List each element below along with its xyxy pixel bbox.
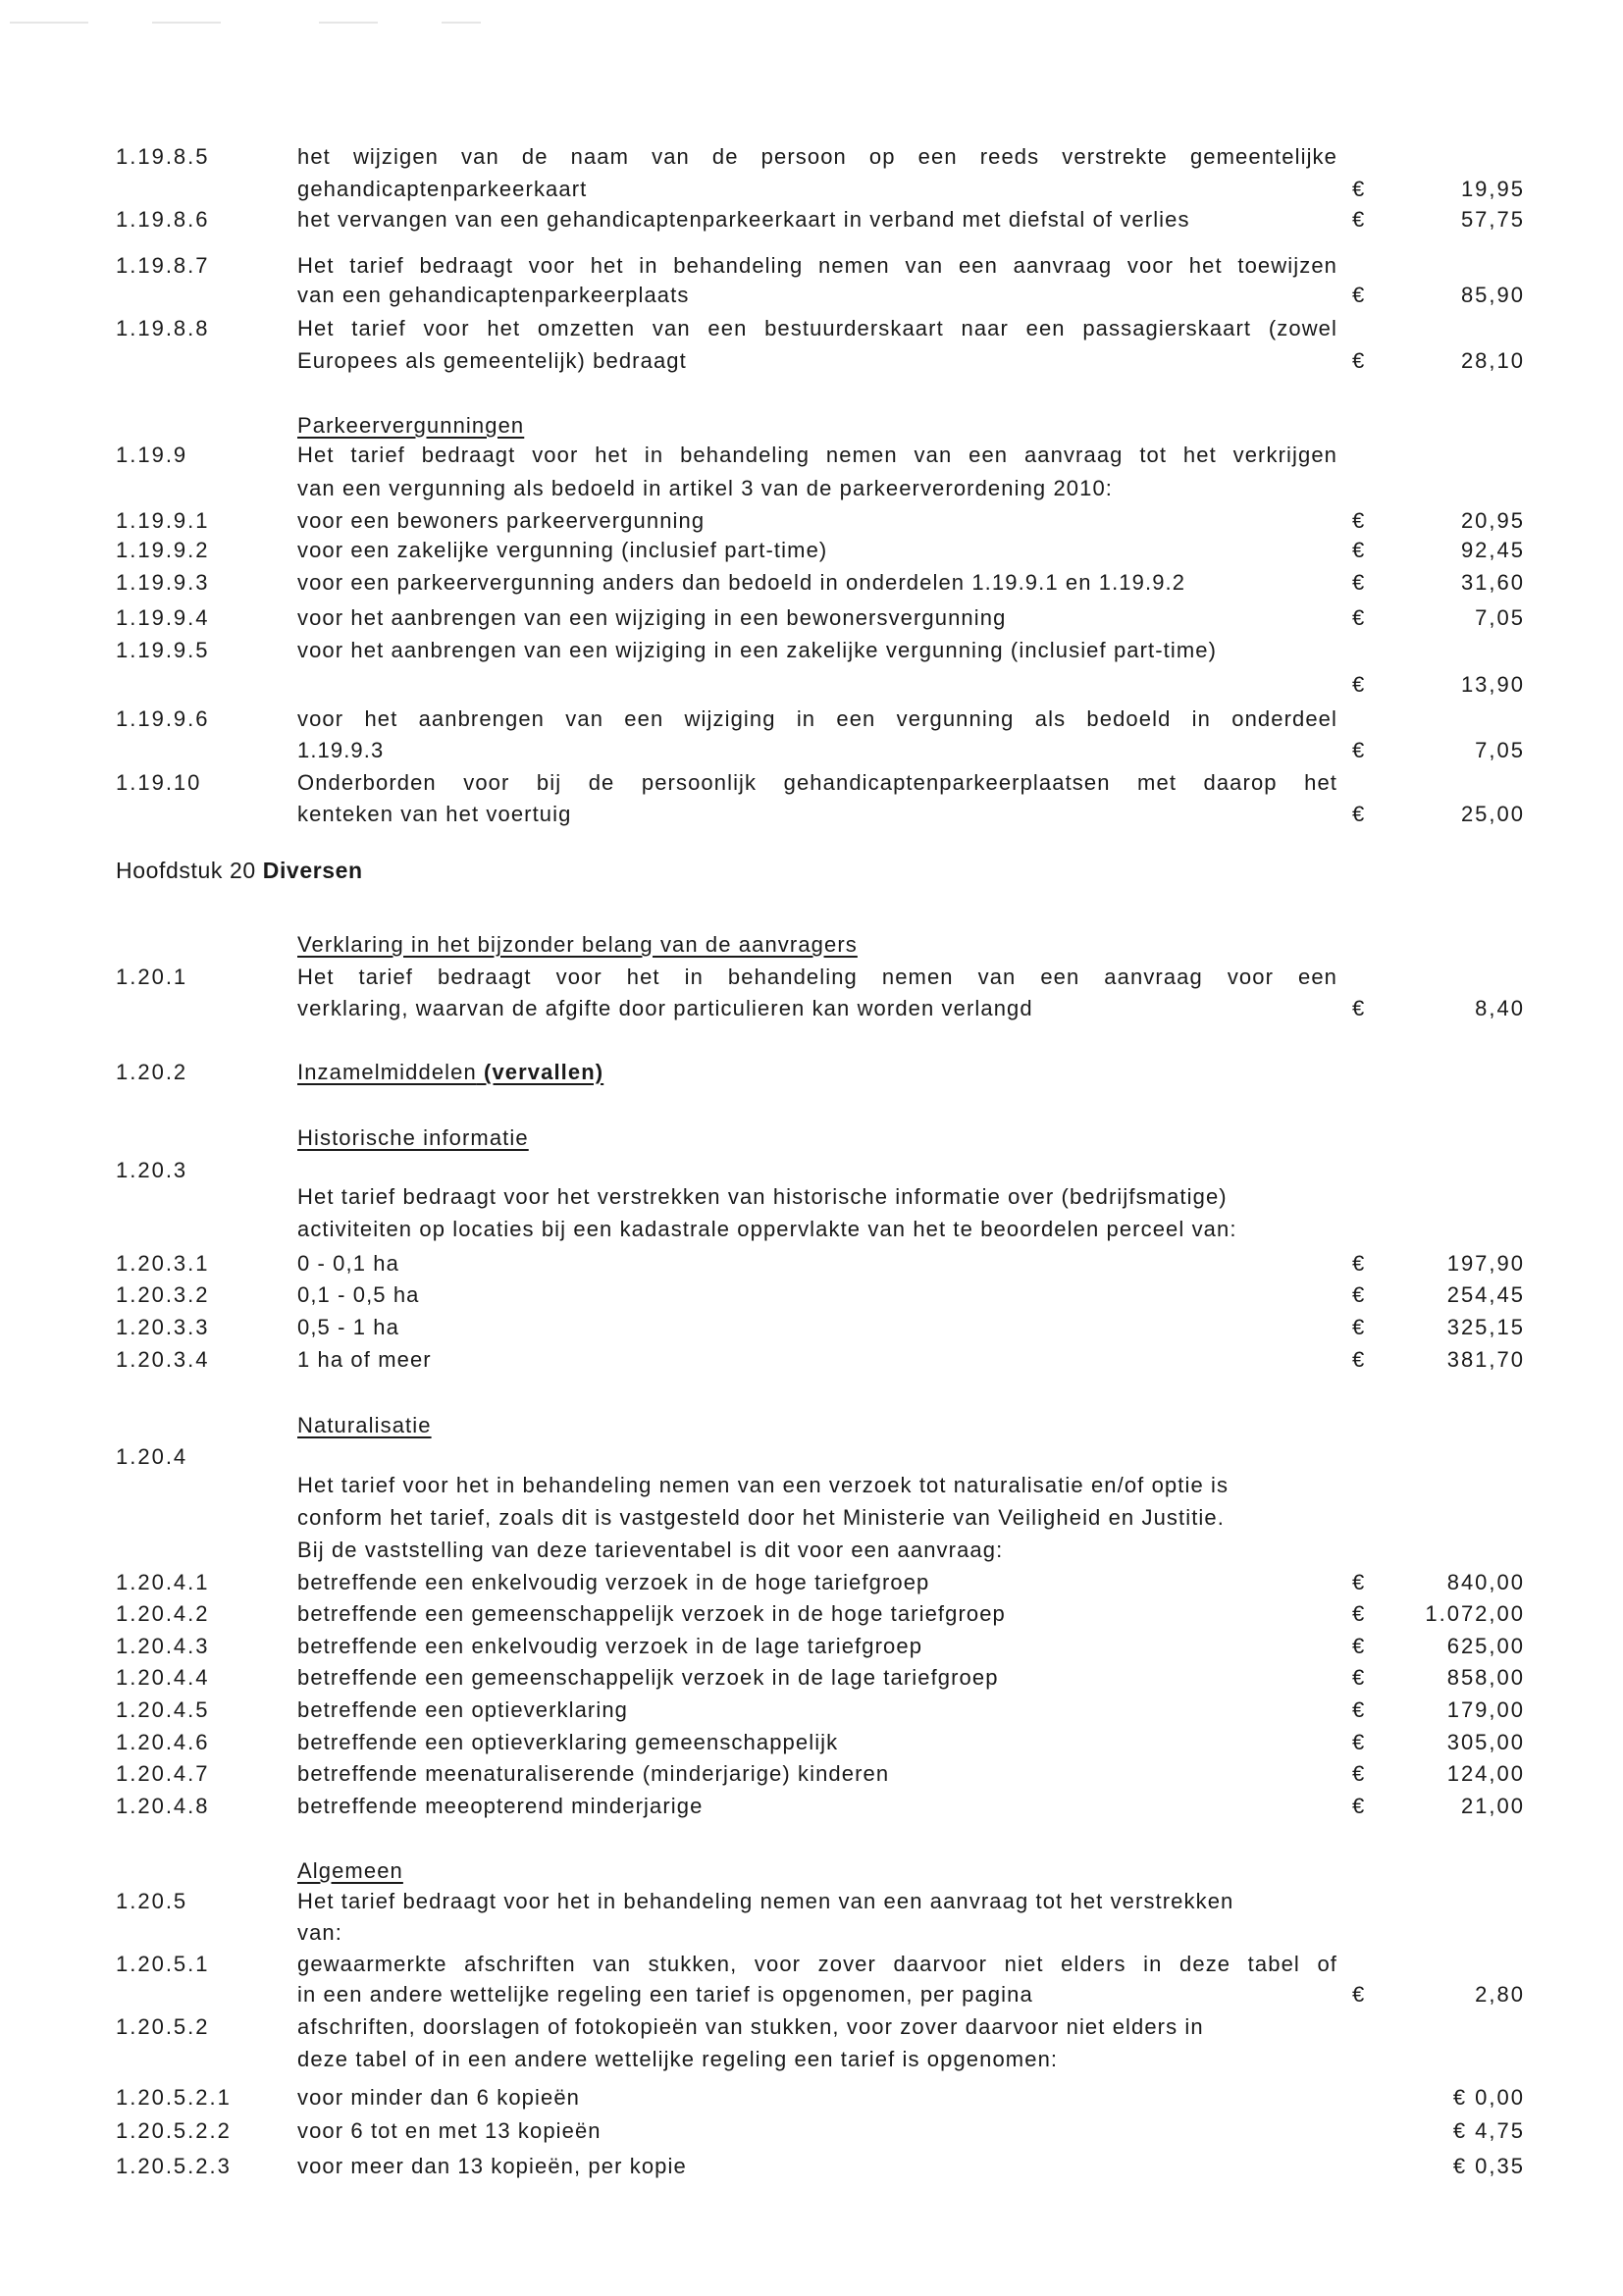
euro-sign: € bbox=[1352, 672, 1366, 697]
euro-sign: € bbox=[1352, 1982, 1366, 2007]
tariff-row bbox=[0, 1441, 1623, 1473]
article-number: 1.20.3.1 bbox=[116, 1251, 210, 1276]
description-text: betreffende een gemeenschappelijk verzoek in de hoge tariefgroep bbox=[297, 1601, 1006, 1626]
description-text: betreffende een gemeenschappelijk verzoek in de lage tariefgroep bbox=[297, 1665, 999, 1690]
euro-sign: € bbox=[1352, 207, 1366, 232]
section-title bbox=[297, 929, 858, 961]
tariff-row bbox=[0, 1662, 1623, 1694]
euro-sign: € bbox=[1352, 283, 1366, 307]
section-title bbox=[297, 1410, 432, 1441]
article-number: 1.20.3.3 bbox=[116, 1315, 210, 1339]
article-number: 1.20.4.7 bbox=[116, 1761, 210, 1786]
tariff-amount: € 4,75 bbox=[1452, 2118, 1525, 2143]
chapter-prefix: Hoofdstuk 20 bbox=[116, 858, 256, 883]
tariff-description bbox=[297, 1791, 703, 1822]
tariff-row bbox=[0, 1344, 1623, 1376]
tariff-description bbox=[297, 2044, 1058, 2075]
description-text: betreffende een optieverklaring gemeenschappelijk bbox=[297, 1730, 839, 1754]
tariff-description bbox=[297, 1470, 1229, 1501]
tariff-description bbox=[297, 1727, 838, 1758]
tariff-description bbox=[297, 141, 1337, 173]
article-number: 1.20.3.4 bbox=[116, 1347, 210, 1372]
tariff-amount: 28,10 bbox=[1460, 348, 1525, 373]
tariff-row bbox=[0, 505, 1623, 537]
tariff-amount: 19,95 bbox=[1460, 177, 1525, 201]
article-number: 1.20.5.2.1 bbox=[116, 2085, 232, 2110]
euro-sign: € bbox=[1352, 1761, 1366, 1786]
euro-sign: € bbox=[1352, 1315, 1366, 1339]
tariff-row bbox=[0, 250, 1623, 282]
section-title bbox=[297, 1057, 603, 1088]
description-text: 0,1 - 0,5 ha bbox=[297, 1282, 420, 1307]
tariff-description bbox=[297, 250, 1337, 282]
tariff-row bbox=[0, 1214, 1623, 1245]
section-title bbox=[297, 1855, 403, 1887]
tariff-row bbox=[0, 473, 1623, 504]
article-number: 1.19.9.6 bbox=[116, 706, 210, 731]
article-number: 1.20.4 bbox=[116, 1444, 188, 1469]
tariff-amount: 20,95 bbox=[1460, 508, 1525, 533]
article-number: 1.20.4.6 bbox=[116, 1730, 210, 1754]
tariff-row bbox=[0, 1979, 1623, 2010]
tariff-description bbox=[297, 1344, 432, 1376]
description-text: Het tarief bedraagt voor het in behandeling nemen van een aanvraag tot het verkrijgen bbox=[297, 443, 1337, 467]
tariff-description bbox=[297, 1886, 1233, 1917]
tariff-description bbox=[297, 993, 1033, 1024]
description-text: Algemeen bbox=[297, 1858, 403, 1883]
tariff-description bbox=[297, 1949, 1337, 1980]
tariff-amount: 92,45 bbox=[1460, 538, 1525, 562]
description-text: voor het aanbrengen van een wijziging in een zakelijke vergunning (inclusief part-time) bbox=[297, 638, 1218, 662]
description-text: voor een bewoners parkeervergunning bbox=[297, 508, 706, 533]
tariff-amount: 2,80 bbox=[1475, 1982, 1525, 2007]
tariff-row bbox=[0, 535, 1623, 566]
tariff-description bbox=[297, 345, 687, 377]
article-number: 1.20.4.2 bbox=[116, 1601, 210, 1626]
article-number: 1.19.8.5 bbox=[116, 144, 210, 169]
article-number: 1.20.4.3 bbox=[116, 1634, 210, 1658]
article-number: 1.19.9 bbox=[116, 443, 188, 467]
tariff-row bbox=[0, 635, 1623, 666]
tariff-description bbox=[297, 1312, 399, 1343]
tariff-description bbox=[297, 204, 1190, 235]
tariff-row bbox=[0, 669, 1623, 701]
description-text: voor het aanbrengen van een wijziging in een vergunning als bedoeld in onderdeel bbox=[297, 706, 1337, 731]
tariff-amount: 124,00 bbox=[1446, 1761, 1525, 1786]
section-heading-row bbox=[0, 1410, 1623, 1441]
tariff-amount: 21,00 bbox=[1460, 1794, 1525, 1818]
article-number: 1.20.1 bbox=[116, 965, 188, 989]
scan-artifact bbox=[442, 22, 481, 24]
tariff-row bbox=[0, 799, 1623, 830]
euro-sign: € bbox=[1352, 1282, 1366, 1307]
tariff-description bbox=[297, 962, 1337, 993]
section-heading-row bbox=[0, 1122, 1623, 1154]
description-text: voor meer dan 13 kopieën, per kopie bbox=[297, 2154, 687, 2178]
description-text: Het tarief bedraagt voor het in behandeling nemen van een aanvraag tot het verstrekken bbox=[297, 1889, 1234, 1913]
tariff-row bbox=[0, 1279, 1623, 1311]
description-text: activiteiten op locaties bij een kadastrale oppervlakte van het te beoordelen perceel van: bbox=[297, 1217, 1237, 1241]
tariff-description bbox=[297, 1214, 1237, 1245]
tariff-row bbox=[0, 567, 1623, 599]
tariff-description bbox=[297, 704, 1337, 735]
description-text: Europees als gemeentelijk) bedraagt bbox=[297, 348, 687, 373]
description-text: Inzamelmiddelen bbox=[297, 1060, 477, 1084]
article-number: 1.20.4.8 bbox=[116, 1794, 210, 1818]
tariff-description bbox=[297, 1248, 399, 1279]
tariff-amount: 7,05 bbox=[1475, 738, 1525, 762]
description-text: Het tarief bedraagt voor het in behandeling nemen van een aanvraag voor het toewijzen bbox=[297, 253, 1337, 278]
article-number: 1.20.5.2.2 bbox=[116, 2118, 232, 2143]
tariff-amount: 85,90 bbox=[1460, 283, 1525, 307]
tariff-row bbox=[0, 1917, 1623, 1949]
description-text: afschriften, doorslagen of fotokopieën van stukken, voor zover daarvoor niet elders in bbox=[297, 2014, 1204, 2039]
description-text: betreffende een optieverklaring bbox=[297, 1697, 629, 1722]
description-text: Het tarief voor het in behandeling nemen van een verzoek tot naturalisatie en/of optie is bbox=[297, 1473, 1230, 1497]
tariff-amount: 305,00 bbox=[1446, 1730, 1525, 1754]
section-title bbox=[297, 1122, 529, 1154]
description-text: betreffende meeopterend minderjarige bbox=[297, 1794, 704, 1818]
tariff-row bbox=[0, 2151, 1623, 2182]
tariff-row bbox=[0, 2082, 1623, 2113]
description-text: Verklaring in het bijzonder belang van de aanvragers bbox=[297, 932, 858, 957]
description-text: voor een parkeervergunning anders dan bedoeld in onderdelen 1.19.9.1 en 1.19.9.2 bbox=[297, 570, 1186, 595]
tariff-row bbox=[0, 767, 1623, 799]
tariff-row bbox=[0, 1470, 1623, 1501]
euro-sign: € bbox=[1352, 1251, 1366, 1276]
tariff-row bbox=[0, 204, 1623, 235]
tariff-row bbox=[0, 345, 1623, 377]
description-text: betreffende meenaturaliserende (minderjarige) kinderen bbox=[297, 1761, 890, 1786]
tariff-description bbox=[297, 1181, 1228, 1213]
description-text: Parkeervergunningen bbox=[297, 413, 525, 438]
tariff-amount: 31,60 bbox=[1460, 570, 1525, 595]
tariff-description bbox=[297, 1695, 628, 1726]
description-text: voor het aanbrengen van een wijziging in een bewonersvergunning bbox=[297, 605, 1007, 630]
section-heading-row bbox=[0, 1855, 1623, 1887]
tariff-description bbox=[297, 1567, 929, 1598]
tariff-amount: € 0,35 bbox=[1452, 2154, 1525, 2178]
description-text: in een andere wettelijke regeling een tarief is opgenomen, per pagina bbox=[297, 1982, 1033, 2007]
tariff-description bbox=[297, 313, 1337, 344]
tariff-row bbox=[0, 313, 1623, 344]
tariff-description bbox=[297, 1502, 1225, 1534]
tariff-row bbox=[0, 1758, 1623, 1790]
section-heading-row bbox=[0, 929, 1623, 961]
chapter-heading bbox=[116, 858, 363, 884]
article-number: 1.19.9.3 bbox=[116, 570, 210, 595]
description-text: 0,5 - 1 ha bbox=[297, 1315, 399, 1339]
tariff-row bbox=[0, 1181, 1623, 1213]
tariff-description bbox=[297, 440, 1337, 471]
euro-sign: € bbox=[1352, 996, 1366, 1020]
tariff-row bbox=[0, 962, 1623, 993]
article-number: 1.20.5 bbox=[116, 1889, 188, 1913]
tariff-amount: 13,90 bbox=[1460, 672, 1525, 697]
tariff-row bbox=[0, 1886, 1623, 1917]
description-text: betreffende een enkelvoudig verzoek in de hoge tariefgroep bbox=[297, 1570, 930, 1594]
tariff-description bbox=[297, 567, 1185, 599]
tariff-description bbox=[297, 2011, 1204, 2043]
euro-sign: € bbox=[1352, 738, 1366, 762]
tariff-amount: 197,90 bbox=[1446, 1251, 1525, 1276]
description-text: Het tarief bedraagt voor het verstrekken van historische informatie over (bedrijfsmatige) bbox=[297, 1184, 1228, 1209]
tariff-row bbox=[0, 1949, 1623, 1980]
tariff-description bbox=[297, 505, 705, 537]
description-text: van een gehandicaptenparkeerplaats bbox=[297, 283, 690, 307]
description-text: Historische informatie bbox=[297, 1125, 529, 1150]
tariff-row bbox=[0, 1598, 1623, 1630]
section-heading-row bbox=[0, 410, 1623, 442]
tariff-row bbox=[0, 1535, 1623, 1566]
tariff-description bbox=[297, 174, 587, 205]
section-heading-row bbox=[0, 1057, 1623, 1088]
tariff-amount: 8,40 bbox=[1475, 996, 1525, 1020]
tariff-description bbox=[297, 1535, 1003, 1566]
tariff-row bbox=[0, 280, 1623, 311]
article-number: 1.19.8.7 bbox=[116, 253, 210, 278]
tariff-row bbox=[0, 704, 1623, 735]
description-text: 1 ha of meer bbox=[297, 1347, 432, 1372]
euro-sign: € bbox=[1352, 802, 1366, 826]
tariff-row bbox=[0, 1695, 1623, 1726]
article-number: 1.19.9.4 bbox=[116, 605, 210, 630]
description-text: Bij de vaststelling van deze tarieventabel is dit voor een aanvraag: bbox=[297, 1538, 1004, 1562]
tariff-amount: 254,45 bbox=[1446, 1282, 1525, 1307]
article-number: 1.20.3.2 bbox=[116, 1282, 210, 1307]
euro-sign: € bbox=[1352, 1601, 1366, 1626]
tariff-row bbox=[0, 2011, 1623, 2043]
tariff-description bbox=[297, 1598, 1006, 1630]
tariff-amount: 381,70 bbox=[1446, 1347, 1525, 1372]
description-text: 0 - 0,1 ha bbox=[297, 1251, 399, 1276]
tariff-row bbox=[0, 1631, 1623, 1662]
euro-sign: € bbox=[1352, 1697, 1366, 1722]
tariff-description bbox=[297, 635, 1217, 666]
article-number: 1.20.4.5 bbox=[116, 1697, 210, 1722]
euro-sign: € bbox=[1352, 538, 1366, 562]
tariff-row bbox=[0, 1312, 1623, 1343]
tariff-description bbox=[297, 473, 1113, 504]
tariff-row bbox=[0, 1791, 1623, 1822]
description-text: Het tarief voor het omzetten van een bestuurderskaart naar een passagierskaart (zowel bbox=[297, 316, 1337, 340]
description-text: 1.19.9.3 bbox=[297, 738, 385, 762]
description-text: van een vergunning als bedoeld in artikel 3 van de parkeerverordening 2010: bbox=[297, 476, 1114, 500]
description-text: conform het tarief, zoals dit is vastgesteld door het Ministerie van Veiligheid en Justitie. bbox=[297, 1505, 1225, 1530]
tariff-description bbox=[297, 2151, 687, 2182]
euro-sign: € bbox=[1352, 177, 1366, 201]
euro-sign: € bbox=[1352, 348, 1366, 373]
description-text: kenteken van het voertuig bbox=[297, 802, 572, 826]
description-text: voor 6 tot en met 13 kopieën bbox=[297, 2118, 602, 2143]
tariff-description bbox=[297, 535, 827, 566]
description-text: voor minder dan 6 kopieën bbox=[297, 2085, 580, 2110]
description-text: het vervangen van een gehandicaptenparkeerkaart in verband met diefstal of verlies bbox=[297, 207, 1190, 232]
article-number: 1.20.3 bbox=[116, 1158, 188, 1182]
tariff-description bbox=[297, 1662, 999, 1694]
tariff-row bbox=[0, 1567, 1623, 1598]
tariff-row bbox=[0, 440, 1623, 471]
description-text: betreffende een enkelvoudig verzoek in de lage tariefgroep bbox=[297, 1634, 923, 1658]
description-text: gewaarmerkte afschriften van stukken, voor zover daarvoor niet elders in deze tabel of bbox=[297, 1952, 1337, 1976]
scan-artifact bbox=[319, 22, 378, 24]
euro-sign: € bbox=[1352, 570, 1366, 595]
description-text: gehandicaptenparkeerkaart bbox=[297, 177, 588, 201]
tariff-row bbox=[0, 141, 1623, 173]
euro-sign: € bbox=[1352, 1570, 1366, 1594]
description-text: het wijzigen van de naam van de persoon op een reeds verstrekte gemeentelijke bbox=[297, 144, 1337, 169]
description-text: voor een zakelijke vergunning (inclusief part-time) bbox=[297, 538, 828, 562]
tariff-row bbox=[0, 2115, 1623, 2147]
tariff-row bbox=[0, 1727, 1623, 1758]
tariff-amount: 7,05 bbox=[1475, 605, 1525, 630]
tariff-amount: 858,00 bbox=[1446, 1665, 1525, 1690]
article-number: 1.20.5.2.3 bbox=[116, 2154, 232, 2178]
tariff-description bbox=[297, 1279, 420, 1311]
article-number: 1.20.5.1 bbox=[116, 1952, 210, 1976]
tariff-row bbox=[0, 174, 1623, 205]
status-label: (vervallen) bbox=[476, 1060, 604, 1084]
scan-artifact bbox=[152, 22, 221, 24]
tariff-row bbox=[0, 735, 1623, 766]
euro-sign: € bbox=[1352, 605, 1366, 630]
article-number: 1.20.5.2 bbox=[116, 2014, 210, 2039]
tariff-description bbox=[297, 799, 571, 830]
euro-sign: € bbox=[1352, 1730, 1366, 1754]
tariff-description bbox=[297, 1979, 1033, 2010]
article-number: 1.20.4.1 bbox=[116, 1570, 210, 1594]
article-number: 1.19.8.8 bbox=[116, 316, 210, 340]
tariff-row bbox=[0, 602, 1623, 634]
tariff-row bbox=[0, 1502, 1623, 1534]
description-text: van: bbox=[297, 1920, 342, 1945]
tariff-description bbox=[297, 767, 1337, 799]
tariff-description bbox=[297, 1631, 922, 1662]
euro-sign: € bbox=[1352, 1634, 1366, 1658]
tariff-description bbox=[297, 2082, 580, 2113]
article-number: 1.19.9.1 bbox=[116, 508, 210, 533]
euro-sign: € bbox=[1352, 1665, 1366, 1690]
article-number: 1.20.2 bbox=[116, 1060, 188, 1084]
tariff-description bbox=[297, 280, 689, 311]
section-title bbox=[297, 410, 524, 442]
article-number: 1.20.4.4 bbox=[116, 1665, 210, 1690]
tariff-amount: € 0,00 bbox=[1452, 2085, 1525, 2110]
chapter-title: Diversen bbox=[262, 858, 363, 883]
tariff-row bbox=[0, 993, 1623, 1024]
article-number: 1.19.9.2 bbox=[116, 538, 210, 562]
euro-sign: € bbox=[1352, 1794, 1366, 1818]
euro-sign: € bbox=[1352, 1347, 1366, 1372]
description-text: deze tabel of in een andere wettelijke regeling een tarief is opgenomen: bbox=[297, 2047, 1059, 2071]
tariff-amount: 25,00 bbox=[1460, 802, 1525, 826]
tariff-description bbox=[297, 735, 384, 766]
tariff-description bbox=[297, 2115, 602, 2147]
description-text: Het tarief bedraagt voor het in behandeling nemen van een aanvraag voor een bbox=[297, 965, 1337, 989]
tariff-amount: 325,15 bbox=[1446, 1315, 1525, 1339]
tariff-row bbox=[0, 2044, 1623, 2075]
tariff-row bbox=[0, 1248, 1623, 1279]
description-text: Onderborden voor bij de persoonlijk gehandicaptenparkeerplaatsen met daarop het bbox=[297, 770, 1337, 795]
article-number: 1.19.8.6 bbox=[116, 207, 210, 232]
tariff-description bbox=[297, 1917, 342, 1949]
description-text: verklaring, waarvan de afgifte door particulieren kan worden verlangd bbox=[297, 996, 1033, 1020]
euro-sign: € bbox=[1352, 508, 1366, 533]
tariff-amount: 1.072,00 bbox=[1425, 1601, 1525, 1626]
tariff-description bbox=[297, 1758, 889, 1790]
tariff-amount: 840,00 bbox=[1446, 1570, 1525, 1594]
tariff-amount: 179,00 bbox=[1446, 1697, 1525, 1722]
scan-artifact bbox=[10, 22, 88, 24]
article-number: 1.19.9.5 bbox=[116, 638, 210, 662]
tariff-description bbox=[297, 602, 1006, 634]
description-text: Naturalisatie bbox=[297, 1413, 432, 1437]
article-number: 1.19.10 bbox=[116, 770, 202, 795]
tariff-amount: 625,00 bbox=[1446, 1634, 1525, 1658]
tariff-amount: 57,75 bbox=[1460, 207, 1525, 232]
